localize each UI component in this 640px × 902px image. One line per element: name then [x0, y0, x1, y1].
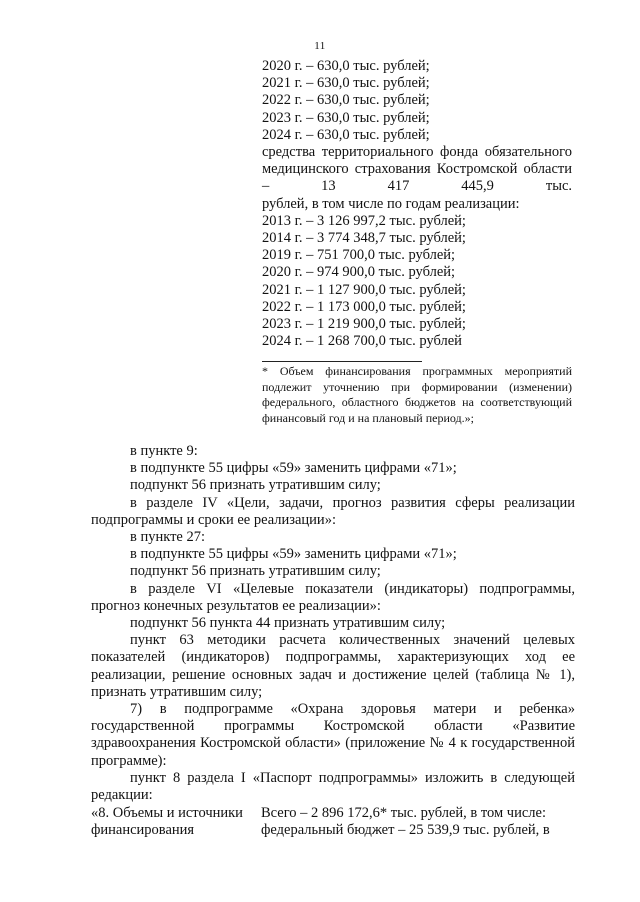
financing-right-column	[262, 58, 572, 426]
tfoms-funding-text: средства территориального фонда обязательного медицинского страхования Костромской области – 13 417 445,9 тыс.	[262, 144, 572, 195]
footnote-divider	[262, 361, 422, 362]
year-line: 2024 г. – 630,0 тыс. рублей;	[262, 126, 430, 143]
year-line: 2023 г. – 1 219 900,0 тыс. рублей;	[262, 316, 466, 333]
table-row-label: «8. Объемы и источники финансирования	[91, 805, 243, 839]
year-line: 2019 г. – 751 700,0 тыс. рублей;	[262, 247, 456, 264]
year-line: 2024 г. – 1 268 700,0 тыс. рублей	[262, 333, 462, 350]
paragraph: подпункт 56 признать утратившим силу;	[130, 477, 381, 494]
footnote: * Объем финансирования программных мероприятий подлежит уточнению при формировании (изменении) федерального, областного бюджетов на соответствующий финансовый год и на плановый период.»;	[262, 364, 572, 425]
tfoms-funding-text-end: рублей, в том числе по годам реализации:	[262, 195, 520, 212]
paragraph: в пункте 27:	[130, 529, 206, 546]
paragraph: в подпункте 55 цифры «59» заменить цифрами «71»;	[130, 546, 457, 563]
paragraph: в разделе IV «Цели, задачи, прогноз развития сферы реализации подпрограммы и сроки ее реализации»:	[91, 494, 575, 528]
paragraph: пункт 63 методики расчета количественных значений целевых показателей (индикаторов) подпрограммы, характеризующих ход ее реализации, решение основных задач и достижение целей (таблица № 1), признать утратившим силу;	[91, 632, 575, 700]
paragraph: в подпункте 55 цифры «59» заменить цифрами «71»;	[130, 460, 457, 477]
year-line: 2021 г. – 630,0 тыс. рублей;	[262, 75, 430, 92]
year-line: 2020 г. – 630,0 тыс. рублей;	[262, 58, 430, 74]
main-text	[91, 443, 575, 840]
paragraph: 7) в подпрограмме «Охрана здоровья матери и ребенка» государственной программы Костромской области «Развитие здравоохранения Костромской области» (приложение № 4 к государственной программе):	[91, 701, 575, 769]
table-row-value: Всего – 2 896 172,6* тыс. рублей, в том числе: федеральный бюджет – 25 539,9 тыс. рублей, в	[261, 805, 550, 839]
paragraph: пункт 8 раздела I «Паспорт подпрограммы» изложить в следующей редакции:	[91, 769, 575, 804]
paragraph: подпункт 56 пункта 44 признать утратившим силу;	[130, 615, 446, 632]
year-line: 2013 г. – 3 126 997,2 тыс. рублей;	[262, 212, 466, 229]
paragraph: в разделе VI «Целевые показатели (индикаторы) подпрограммы, прогноз конечных результатов ее реализации»:	[91, 580, 575, 614]
paragraph: подпункт 56 признать утратившим силу;	[130, 563, 381, 580]
year-line: 2021 г. – 1 127 900,0 тыс. рублей;	[262, 281, 466, 298]
year-line: 2023 г. – 630,0 тыс. рублей;	[262, 109, 430, 126]
year-line: 2022 г. – 630,0 тыс. рублей;	[262, 92, 430, 109]
year-line: 2020 г. – 974 900,0 тыс. рублей;	[262, 264, 456, 281]
page-number: 11	[314, 40, 326, 52]
year-line: 2022 г. – 1 173 000,0 тыс. рублей;	[262, 298, 466, 315]
paragraph: в пункте 9:	[130, 443, 198, 459]
year-line: 2014 г. – 3 774 348,7 тыс. рублей;	[262, 230, 466, 247]
passport-table-row	[91, 805, 575, 839]
